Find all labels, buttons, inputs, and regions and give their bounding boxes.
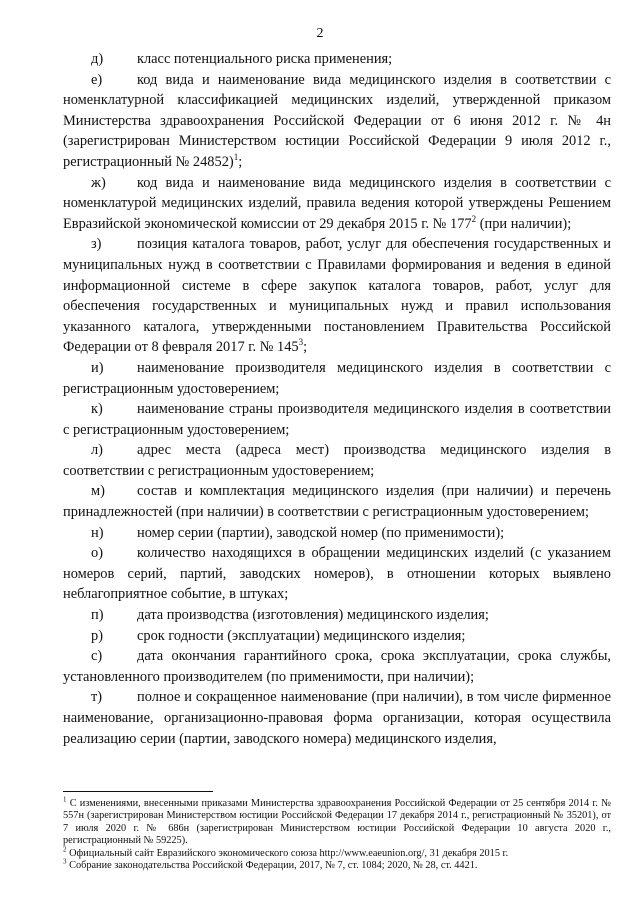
footnote-text: Собрание законодательства Российской Федерации, 2017, № 7, ст. 1084; 2020, № 28, ст. 4421. <box>69 860 478 872</box>
item-letter: н) <box>91 524 104 541</box>
item-text: адрес места (адреса мест) производства медицинского изделия в соответствии с регистрационным удостоверением; <box>63 442 611 479</box>
footnote-ref: 2 <box>471 213 477 224</box>
footnote-3 <box>63 857 611 872</box>
footnote-ref: 3 <box>298 337 304 348</box>
item-letter: и) <box>91 359 104 376</box>
item-text: дата производства (изготовления) медицинского изделия; <box>137 607 489 624</box>
item-text: номер серии (партии), заводской номер (по применимости); <box>137 524 505 541</box>
footnote-2 <box>63 845 611 860</box>
list-item-t <box>63 687 611 749</box>
item-text: класс потенциального риска применения; <box>137 51 393 67</box>
list-item-o <box>63 543 611 605</box>
item-text: дата окончания гарантийного срока, срока эксплуатации, срока службы, установленного производителем (по применимости, при наличии); <box>63 648 611 685</box>
item-text: наименование производителя медицинского изделия в соответствии с регистрационным удостоверением; <box>63 359 611 397</box>
item-letter: с) <box>91 648 103 665</box>
item-letter: з) <box>91 236 102 253</box>
footnote-mark: 2 <box>63 845 67 854</box>
list-item-r <box>63 626 611 647</box>
item-letter: р) <box>91 627 103 644</box>
item-text: срок годности (эксплуатации) медицинского изделия; <box>137 627 466 644</box>
list-item-e <box>63 70 611 173</box>
list-item-k <box>63 399 611 440</box>
item-text: наименование страны производителя медицинского изделия в соответствии с регистрационным удостоверением; <box>63 401 611 438</box>
list-item-s <box>63 646 611 687</box>
item-text-end: ; <box>238 153 243 170</box>
footnote-divider <box>63 791 213 792</box>
list-item-n <box>63 523 611 544</box>
item-letter: т) <box>91 689 103 706</box>
item-letter: л) <box>91 442 103 459</box>
item-text: код вида и наименование вида медицинского изделия в соответствии с номенклатурой медицинских изделий, правила ведения которой утверждены Решением Евразийской экономической комиссии от 29 декабря 2015 г. № 177 <box>63 174 611 232</box>
item-text: позиция каталога товаров, работ, услуг для обеспечения государственных и муниципальных нужд в соответствии с Правилами формирования и ведения в единой информационной системе в сфере закупок каталога товаров, работ, услуг для обеспечения государственных и муниципальных нужд и правил использования указанного каталога, утвержденными постановлением Правительства Российской Федерации от 8 февраля 2017 г. № 145 <box>63 236 611 356</box>
footnote-1 <box>63 795 611 848</box>
list-item-p <box>63 605 611 626</box>
item-text: полное и сокращенное наименование (при наличии), в том числе фирменное наименование, организационно-правовая форма организации, которая осуществила реализацию серии (партии, заводского номера) медицинского изделия, <box>63 689 611 747</box>
list-item-l <box>63 440 611 481</box>
item-letter: е) <box>91 71 103 88</box>
item-letter: к) <box>91 401 103 418</box>
list-item-z <box>63 234 611 358</box>
list-item-i <box>63 358 611 399</box>
footnote-text: С изменениями, внесенными приказами Министерства здравоохранения Российской Федерации от 25 сентября 2014 г. № 557н (зарегистрирован Министерством юстиции Российской Федерации 17 декабря 2014 г., регистрационный № 35201), от 7 июля 2020 г. № 686н (зарегистрирован Министерством юстиции Российской Федерации 10 августа 2020 г., регистрационный № 59225). <box>63 798 611 847</box>
item-letter: ж) <box>91 174 106 191</box>
item-letter: о) <box>91 545 103 562</box>
list-item-d <box>63 49 611 70</box>
item-text-end: ; <box>303 339 308 356</box>
item-text: код вида и наименование вида медицинского изделия в соответствии с номенклатурной классификацией медицинских изделий, утвержденной приказом Министерства здравоохранения Российской Федерации от 6 июня 2012 г. № 4н (зарегистрирован Министерством юстиции Российской Федерации 9 июля 2012 г., регистрационный № 24852) <box>63 71 611 170</box>
item-letter: м) <box>91 483 105 500</box>
item-letter: п) <box>91 607 104 624</box>
footnote-text: Официальный сайт Евразийского экономического союза http://www.eaeunion.org/, 31 декабря 2015 г. <box>69 847 509 859</box>
item-letter: д) <box>91 51 104 67</box>
list-item-m <box>63 481 611 522</box>
item-text-end: (при наличии); <box>476 215 572 232</box>
footnote-ref: 1 <box>233 152 239 163</box>
document-body <box>63 49 611 749</box>
footnote-mark: 3 <box>63 857 67 866</box>
item-text: количество находящихся в обращении медицинских изделий (с указанием номеров серий, партий, заводских номеров), в отношении которых выявлено неблагоприятное событие, в штуках; <box>63 545 611 603</box>
item-text: состав и комплектация медицинского изделия (при наличии) и перечень принадлежностей (при наличии) в соответствии с регистрационным удостоверением; <box>63 483 611 521</box>
footnote-mark: 1 <box>63 795 67 804</box>
list-item-zh <box>63 173 611 235</box>
footnotes <box>63 795 611 872</box>
page-number: 2 <box>316 26 324 41</box>
